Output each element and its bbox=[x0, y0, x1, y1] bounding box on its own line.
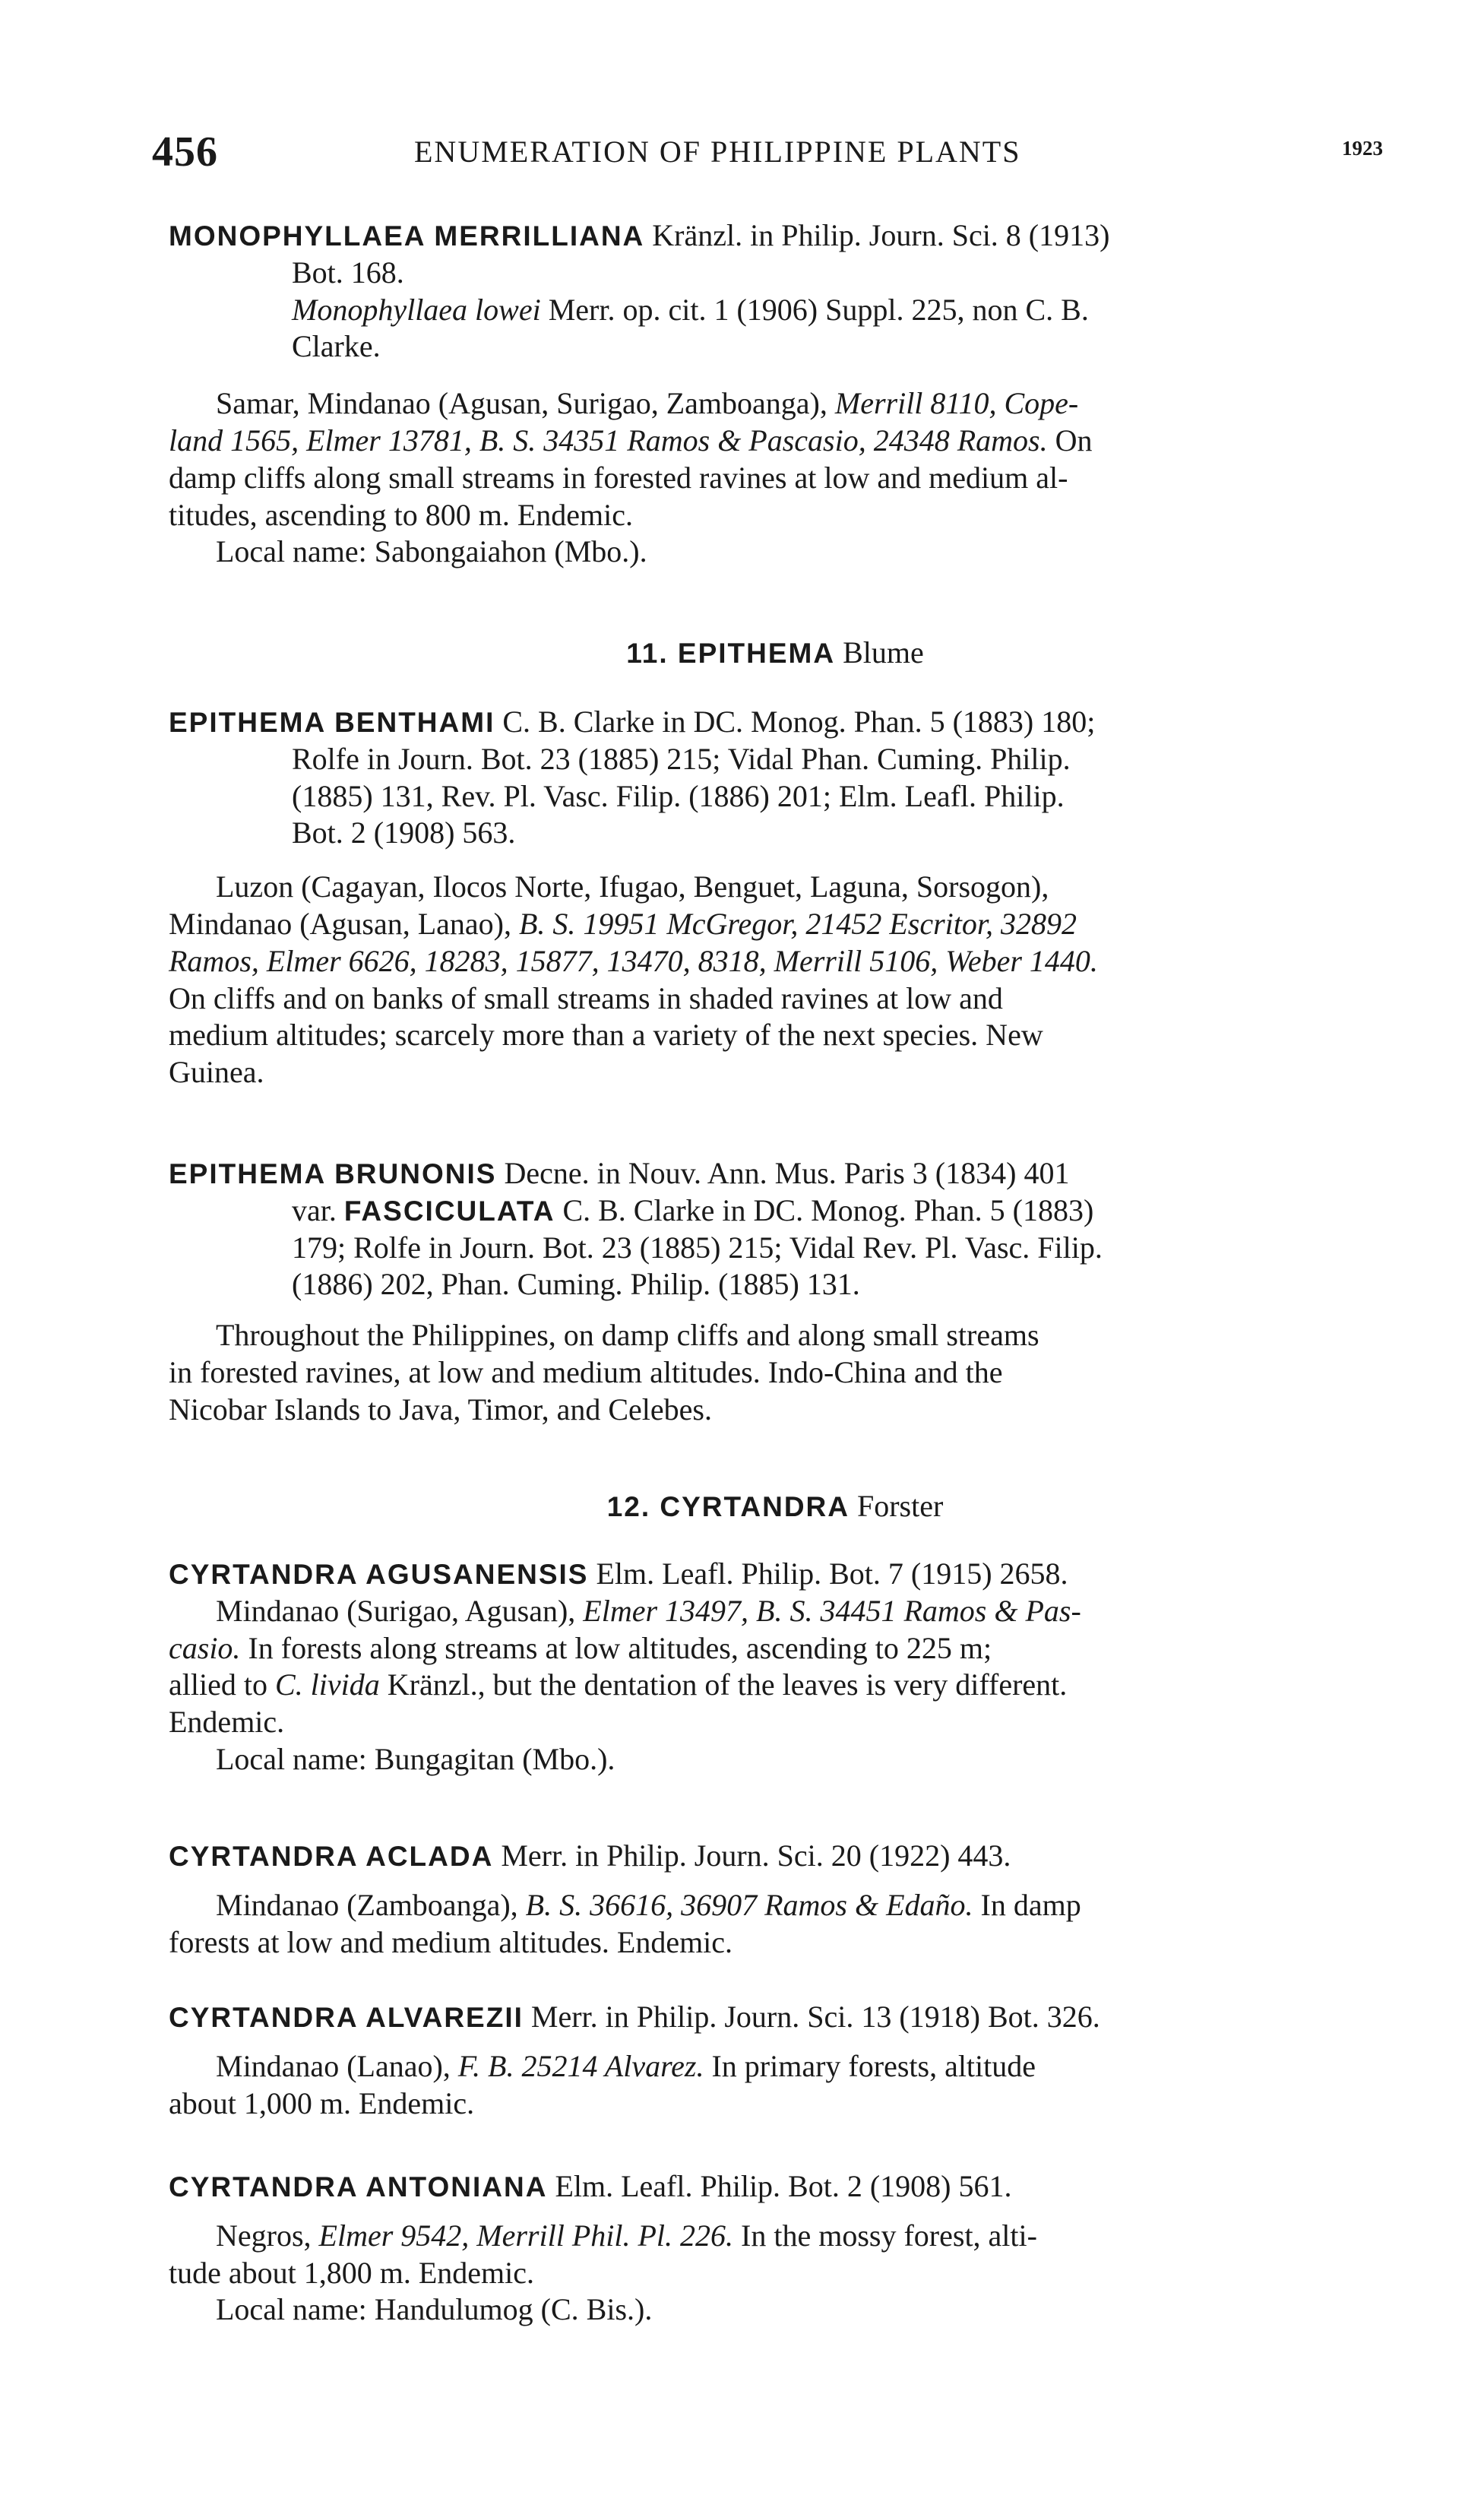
distribution-text: titudes, ascending to 800 m. Endemic. bbox=[169, 497, 633, 532]
distribution-paragraph bbox=[169, 1887, 1381, 1962]
citation-text: Elm. Leafl. Philip. Bot. 7 (1915) 2658. bbox=[596, 1556, 1068, 1591]
species-citation bbox=[169, 1838, 1381, 1875]
distribution-text: Guinea. bbox=[169, 1055, 264, 1090]
genus-author: Forster bbox=[856, 1489, 944, 1523]
distribution-paragraph bbox=[169, 2048, 1381, 2123]
citation-text: Rolfe in Journ. Bot. 23 (1885) 215; Vidal Phan. Cuming. Philip. bbox=[292, 741, 1071, 776]
distribution-text: Throughout the Philippines, on damp cliffs and along small streams bbox=[216, 1318, 1039, 1353]
distribution-text: Kränzl., but the dentation of the leaves is very different. bbox=[387, 1667, 1068, 1702]
distribution-text: Luzon (Cagayan, Ilocos Norte, Ifugao, Benguet, Laguna, Sorsogon), bbox=[216, 869, 1049, 904]
distribution-paragraph bbox=[169, 869, 1381, 1091]
distribution-text: Mindanao (Lanao), bbox=[216, 2048, 451, 2083]
distribution-paragraph bbox=[169, 385, 1381, 534]
species-entry-monophyllaea bbox=[169, 217, 1381, 571]
distribution-text: Mindanao (Zamboanga), bbox=[216, 1887, 518, 1922]
distribution-text: On cliffs and on banks of small streams in shaded ravines at low and bbox=[169, 980, 1003, 1015]
distribution-text: about 1,000 m. Endemic. bbox=[169, 2085, 475, 2120]
citation-text: Elm. Leafl. Philip. Bot. 2 (1908) 561. bbox=[555, 2169, 1012, 2203]
genus-name: 12. CYRTANDRA bbox=[606, 1491, 850, 1522]
genus-author: Blume bbox=[843, 635, 924, 670]
year: 1923 bbox=[1342, 137, 1383, 160]
citation-text: (1885) 131, Rev. Pl. Vasc. Filip. (1886) 201; Elm. Leafl. Philip. bbox=[292, 778, 1065, 813]
synonym-citation: Clarke. bbox=[292, 329, 381, 364]
species-name: CYRTANDRA ALVAREZII bbox=[169, 2002, 524, 2033]
distribution-text: medium altitudes; scarcely more than a variety of the next species. New bbox=[169, 1018, 1043, 1053]
species-citation bbox=[169, 1999, 1381, 2036]
citation-text: Bot. 2 (1908) 563. bbox=[292, 815, 516, 850]
specimen-list: Merrill 8110, Cope- bbox=[834, 386, 1079, 421]
distribution-text: Negros, bbox=[216, 2218, 312, 2253]
specimen-list: casio. bbox=[169, 1630, 241, 1665]
specimen-list: land 1565, Elmer 13781, B. S. 34351 Ramos & Pascasio, 24348 Ramos. bbox=[169, 423, 1048, 458]
species-citation bbox=[169, 217, 1381, 255]
distribution-text: Nicobar Islands to Java, Timor, and Celebes. bbox=[169, 1392, 712, 1427]
specimen-list: Elmer 13497, B. S. 34451 Ramos & Pas- bbox=[583, 1593, 1081, 1628]
distribution-text: allied to bbox=[169, 1667, 267, 1702]
distribution-text: In forests along streams at low altitudes, ascending to 225 m; bbox=[248, 1630, 992, 1665]
species-name: CYRTANDRA ANTONIANA bbox=[169, 2171, 548, 2202]
specimen-list: B. S. 36616, 36907 Ramos & Edaño. bbox=[525, 1887, 973, 1922]
specimen-list: B. S. 19951 McGregor, 21452 Escritor, 32892 bbox=[518, 906, 1077, 941]
variety-name: FASCICULATA bbox=[343, 1195, 555, 1227]
variety-prefix: var. bbox=[292, 1192, 337, 1227]
distribution-text: in forested ravines, at low and medium altitudes. Indo-China and the bbox=[169, 1354, 1003, 1389]
species-citation bbox=[169, 704, 1381, 741]
specimen-list: F. B. 25214 Alvarez. bbox=[457, 2048, 704, 2083]
species-entry-epithema-brunonis bbox=[169, 1155, 1381, 1429]
distribution-paragraph bbox=[169, 1317, 1381, 1428]
species-entry-cyrtandra-aclada bbox=[169, 1838, 1381, 1961]
variety-citation bbox=[169, 1192, 1381, 1230]
local-name: Local name: Sabongaiahon (Mbo.). bbox=[216, 534, 647, 569]
distribution-text: tude about 1,800 m. Endemic. bbox=[169, 2255, 535, 2290]
distribution-text: Mindanao (Agusan, Lanao), bbox=[169, 906, 511, 941]
distribution-text: Mindanao (Surigao, Agusan), bbox=[216, 1593, 576, 1628]
species-citation bbox=[169, 1155, 1381, 1192]
distribution-text: forests at low and medium altitudes. Endemic. bbox=[169, 1924, 733, 1959]
citation-text: 179; Rolfe in Journ. Bot. 23 (1885) 215; Vidal Rev. Pl. Vasc. Filip. bbox=[292, 1230, 1103, 1265]
distribution-text: On bbox=[1055, 423, 1093, 458]
citation-text: Bot. 168. bbox=[292, 255, 404, 290]
species-entry-cyrtandra-agusanensis bbox=[169, 1556, 1381, 1778]
species-name: EPITHEMA BENTHAMI bbox=[169, 707, 495, 738]
species-name: EPITHEMA BRUNONIS bbox=[169, 1158, 497, 1189]
genus-heading-cyrtandra bbox=[169, 1488, 1381, 1525]
species-name: CYRTANDRA AGUSANENSIS bbox=[169, 1559, 589, 1590]
species-name: CYRTANDRA ACLADA bbox=[169, 1841, 494, 1872]
synonym bbox=[169, 292, 1381, 329]
citation-text: Merr. in Philip. Journ. Sci. 20 (1922) 443. bbox=[501, 1838, 1011, 1873]
citation-text: Merr. in Philip. Journ. Sci. 13 (1918) Bot. 326. bbox=[530, 2000, 1100, 2034]
species-reference: C. livida bbox=[274, 1667, 380, 1702]
citation-text: Kränzl. in Philip. Journ. Sci. 8 (1913) bbox=[652, 218, 1110, 252]
distribution-text: Endemic. bbox=[169, 1705, 285, 1740]
specimen-list: Elmer 9542, Merrill Phil. Pl. 226. bbox=[318, 2218, 734, 2253]
species-entry-cyrtandra-antoniana bbox=[169, 2168, 1381, 2329]
local-name: Local name: Bungagitan (Mbo.). bbox=[216, 1741, 615, 1776]
species-citation bbox=[169, 1556, 1381, 1593]
distribution-text: In damp bbox=[980, 1887, 1081, 1922]
distribution-paragraph bbox=[169, 2218, 1381, 2292]
synonym-citation: Merr. op. cit. 1 (1906) Suppl. 225, non C. B. bbox=[548, 292, 1089, 327]
distribution-text: damp cliffs along small streams in forested ravines at low and medium al- bbox=[169, 460, 1068, 495]
distribution-paragraph bbox=[169, 1593, 1381, 1741]
running-title: ENUMERATION OF PHILIPPINE PLANTS bbox=[414, 135, 1021, 169]
citation-text: Decne. in Nouv. Ann. Mus. Paris 3 (1834) 401 bbox=[504, 1156, 1070, 1190]
species-entry-epithema-benthami bbox=[169, 704, 1381, 1091]
running-head bbox=[152, 128, 1383, 181]
species-name: MONOPHYLLAEA MERRILLIANA bbox=[169, 220, 645, 252]
species-entry-cyrtandra-alvarezii bbox=[169, 1999, 1381, 2122]
citation-text: (1886) 202, Phan. Cuming. Philip. (1885) 131. bbox=[292, 1267, 860, 1302]
citation-text: C. B. Clarke in DC. Monog. Phan. 5 (1883) bbox=[562, 1192, 1094, 1227]
genus-heading-epithema bbox=[169, 635, 1381, 672]
specimen-list: Ramos, Elmer 6626, 18283, 15877, 13470, 8318, Merrill 5106, Weber 1440. bbox=[169, 943, 1098, 978]
distribution-text: Samar, Mindanao (Agusan, Surigao, Zamboanga), bbox=[216, 386, 827, 421]
synonym-name: Monophyllaea lowei bbox=[292, 292, 541, 327]
species-citation bbox=[169, 2168, 1381, 2206]
local-name: Local name: Handulumog (C. Bis.). bbox=[216, 2292, 653, 2327]
distribution-text: In the mossy forest, alti- bbox=[741, 2218, 1037, 2253]
genus-name: 11. EPITHEMA bbox=[626, 638, 836, 669]
page-number: 456 bbox=[152, 128, 218, 176]
citation-text: C. B. Clarke in DC. Monog. Phan. 5 (1883) 180; bbox=[502, 705, 1096, 739]
distribution-text: In primary forests, altitude bbox=[711, 2048, 1036, 2083]
